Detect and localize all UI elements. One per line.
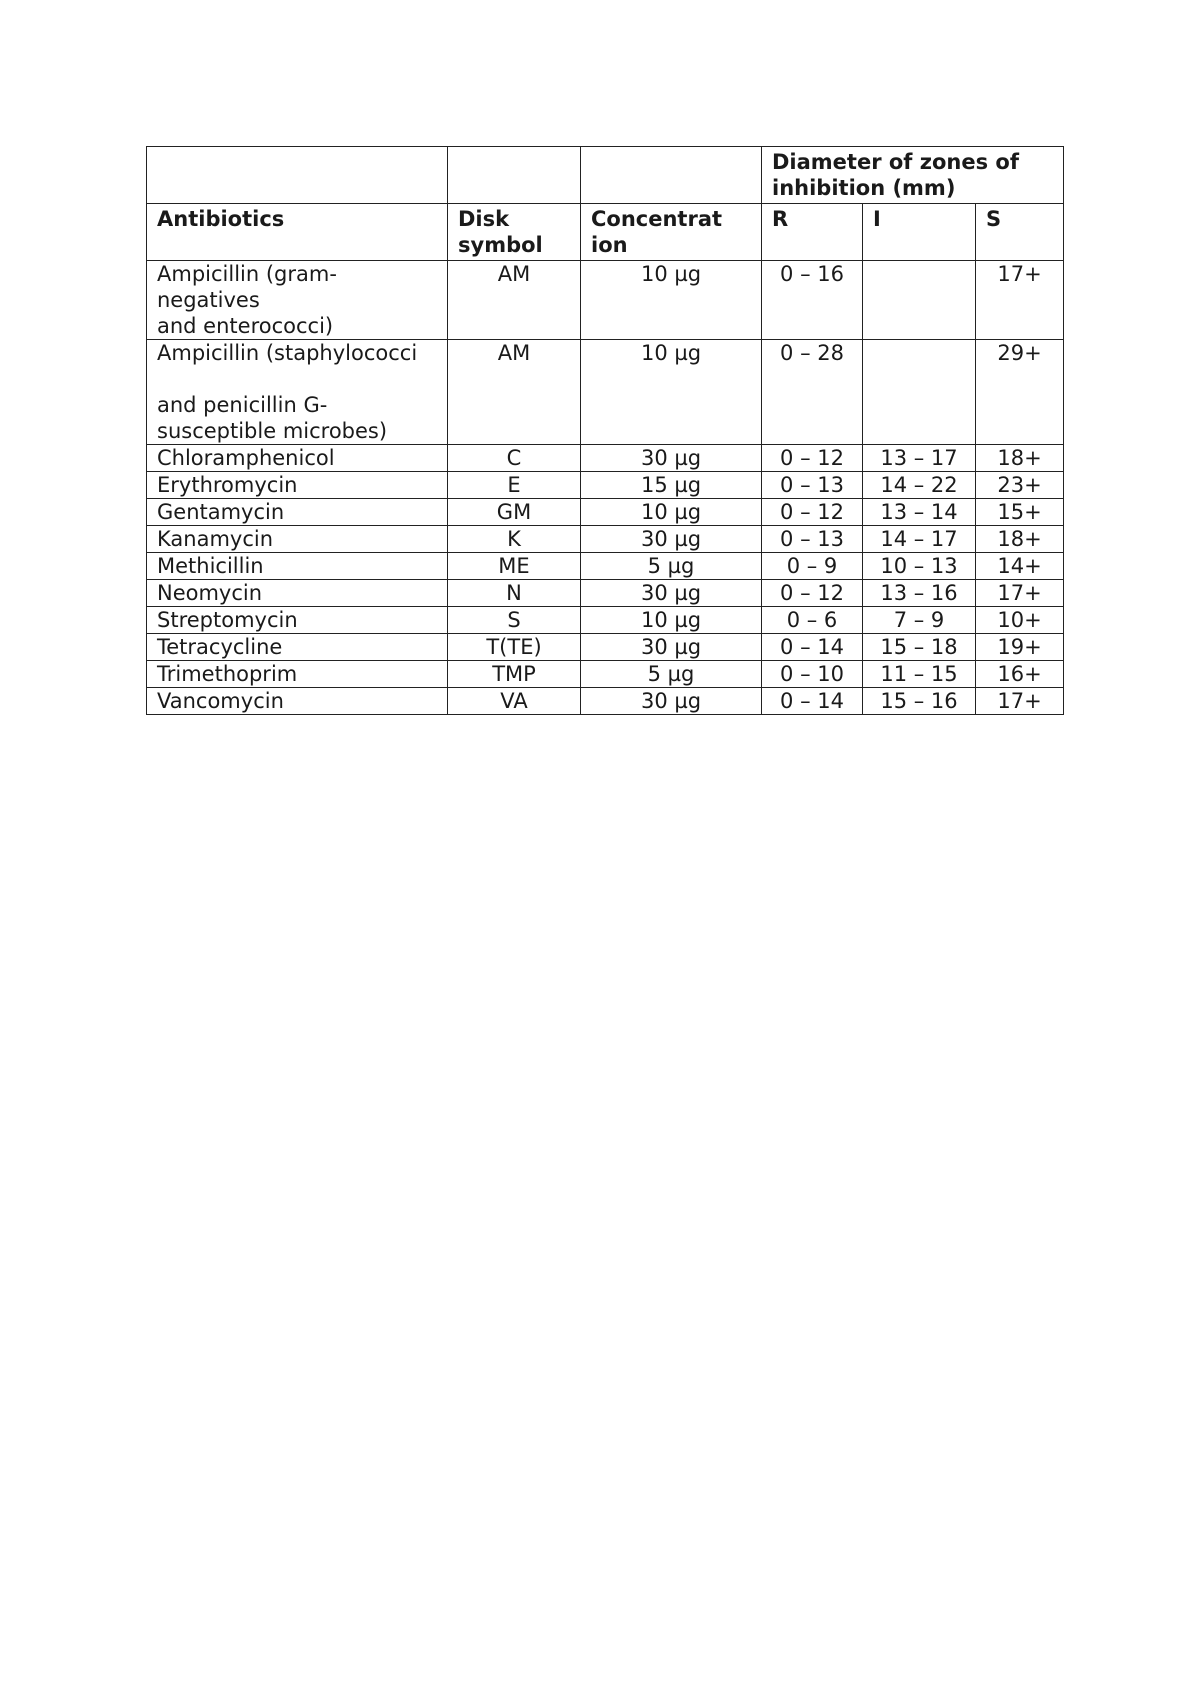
resistant-range-cell: 0 – 28 xyxy=(762,340,863,445)
antibiotic-name-cell: Ampicillin (staphylococci and penicillin G- susceptible microbes) xyxy=(147,340,448,445)
disk-symbol-cell: C xyxy=(448,445,581,472)
resistant-range-cell: 0 – 6 xyxy=(762,607,863,634)
table-row xyxy=(147,553,1064,580)
intermediate-range-cell xyxy=(863,261,976,340)
susceptible-range-cell: 17+ xyxy=(976,580,1064,607)
concentration-cell: 15 µg xyxy=(581,472,762,499)
concentration-cell: 5 µg xyxy=(581,553,762,580)
antibiotics-header: Antibiotics xyxy=(147,204,448,261)
table-row xyxy=(147,499,1064,526)
empty-header-cell xyxy=(581,147,762,204)
table-row xyxy=(147,472,1064,499)
resistant-range-cell: 0 – 13 xyxy=(762,472,863,499)
intermediate-range-cell: 15 – 18 xyxy=(863,634,976,661)
table-row xyxy=(147,261,1064,340)
disk-symbol-header: Disk symbol xyxy=(448,204,581,261)
resistant-range-cell: 0 – 10 xyxy=(762,661,863,688)
intermediate-range-cell: 7 – 9 xyxy=(863,607,976,634)
concentration-cell: 30 µg xyxy=(581,688,762,715)
antibiotic-name-cell: Streptomycin xyxy=(147,607,448,634)
antibiotic-name-cell: Methicillin xyxy=(147,553,448,580)
group-header-row xyxy=(147,147,1064,204)
intermediate-range-cell: 10 – 13 xyxy=(863,553,976,580)
concentration-cell: 10 µg xyxy=(581,607,762,634)
susceptibility-table xyxy=(146,146,1064,715)
susceptible-range-cell: 19+ xyxy=(976,634,1064,661)
intermediate-range-cell xyxy=(863,340,976,445)
intermediate-range-cell: 11 – 15 xyxy=(863,661,976,688)
disk-symbol-cell: K xyxy=(448,526,581,553)
disk-symbol-cell: E xyxy=(448,472,581,499)
empty-header-cell xyxy=(448,147,581,204)
susceptible-range-cell: 10+ xyxy=(976,607,1064,634)
concentration-cell: 10 µg xyxy=(581,499,762,526)
concentration-header: Concentrat ion xyxy=(581,204,762,261)
susceptible-range-cell: 23+ xyxy=(976,472,1064,499)
susceptible-range-cell: 29+ xyxy=(976,340,1064,445)
intermediate-header: I xyxy=(863,204,976,261)
resistant-range-cell: 0 – 14 xyxy=(762,634,863,661)
antibiotic-name-cell: Trimethoprim xyxy=(147,661,448,688)
resistant-range-cell: 0 – 16 xyxy=(762,261,863,340)
susceptible-range-cell: 18+ xyxy=(976,526,1064,553)
column-header-row xyxy=(147,204,1064,261)
table-row xyxy=(147,661,1064,688)
table-row xyxy=(147,607,1064,634)
table-row xyxy=(147,340,1064,445)
antibiotic-name-cell: Kanamycin xyxy=(147,526,448,553)
concentration-cell: 10 µg xyxy=(581,340,762,445)
antibiotic-name-cell: Gentamycin xyxy=(147,499,448,526)
disk-symbol-cell: S xyxy=(448,607,581,634)
disk-symbol-cell: AM xyxy=(448,261,581,340)
resistant-range-cell: 0 – 12 xyxy=(762,499,863,526)
table-row xyxy=(147,526,1064,553)
disk-symbol-cell: GM xyxy=(448,499,581,526)
antibiotic-name-cell: Tetracycline xyxy=(147,634,448,661)
antibiotic-name-cell: Erythromycin xyxy=(147,472,448,499)
disk-symbol-cell: VA xyxy=(448,688,581,715)
concentration-cell: 30 µg xyxy=(581,526,762,553)
table-row xyxy=(147,445,1064,472)
concentration-cell: 5 µg xyxy=(581,661,762,688)
resistant-range-cell: 0 – 12 xyxy=(762,445,863,472)
susceptible-header: S xyxy=(976,204,1064,261)
resistant-range-cell: 0 – 13 xyxy=(762,526,863,553)
resistant-range-cell: 0 – 12 xyxy=(762,580,863,607)
disk-symbol-cell: TMP xyxy=(448,661,581,688)
susceptible-range-cell: 15+ xyxy=(976,499,1064,526)
intermediate-range-cell: 13 – 17 xyxy=(863,445,976,472)
antibiotic-name-cell: Ampicillin (gram- negatives and enterococci) xyxy=(147,261,448,340)
concentration-cell: 10 µg xyxy=(581,261,762,340)
disk-symbol-cell: T(TE) xyxy=(448,634,581,661)
susceptible-range-cell: 18+ xyxy=(976,445,1064,472)
intermediate-range-cell: 13 – 16 xyxy=(863,580,976,607)
table-row xyxy=(147,688,1064,715)
concentration-cell: 30 µg xyxy=(581,445,762,472)
intermediate-range-cell: 13 – 14 xyxy=(863,499,976,526)
concentration-cell: 30 µg xyxy=(581,580,762,607)
zone-diameter-group-header: Diameter of zones of inhibition (mm) xyxy=(762,147,1064,204)
susceptible-range-cell: 14+ xyxy=(976,553,1064,580)
resistant-range-cell: 0 – 9 xyxy=(762,553,863,580)
disk-symbol-cell: AM xyxy=(448,340,581,445)
susceptible-range-cell: 16+ xyxy=(976,661,1064,688)
disk-symbol-cell: ME xyxy=(448,553,581,580)
antibiotic-name-cell: Chloramphenicol xyxy=(147,445,448,472)
antibiotic-name-cell: Neomycin xyxy=(147,580,448,607)
resistant-range-cell: 0 – 14 xyxy=(762,688,863,715)
empty-header-cell xyxy=(147,147,448,204)
susceptible-range-cell: 17+ xyxy=(976,261,1064,340)
table-row xyxy=(147,634,1064,661)
table-row xyxy=(147,580,1064,607)
intermediate-range-cell: 15 – 16 xyxy=(863,688,976,715)
disk-symbol-cell: N xyxy=(448,580,581,607)
susceptible-range-cell: 17+ xyxy=(976,688,1064,715)
concentration-cell: 30 µg xyxy=(581,634,762,661)
resistant-header: R xyxy=(762,204,863,261)
antibiotic-name-cell: Vancomycin xyxy=(147,688,448,715)
intermediate-range-cell: 14 – 22 xyxy=(863,472,976,499)
intermediate-range-cell: 14 – 17 xyxy=(863,526,976,553)
